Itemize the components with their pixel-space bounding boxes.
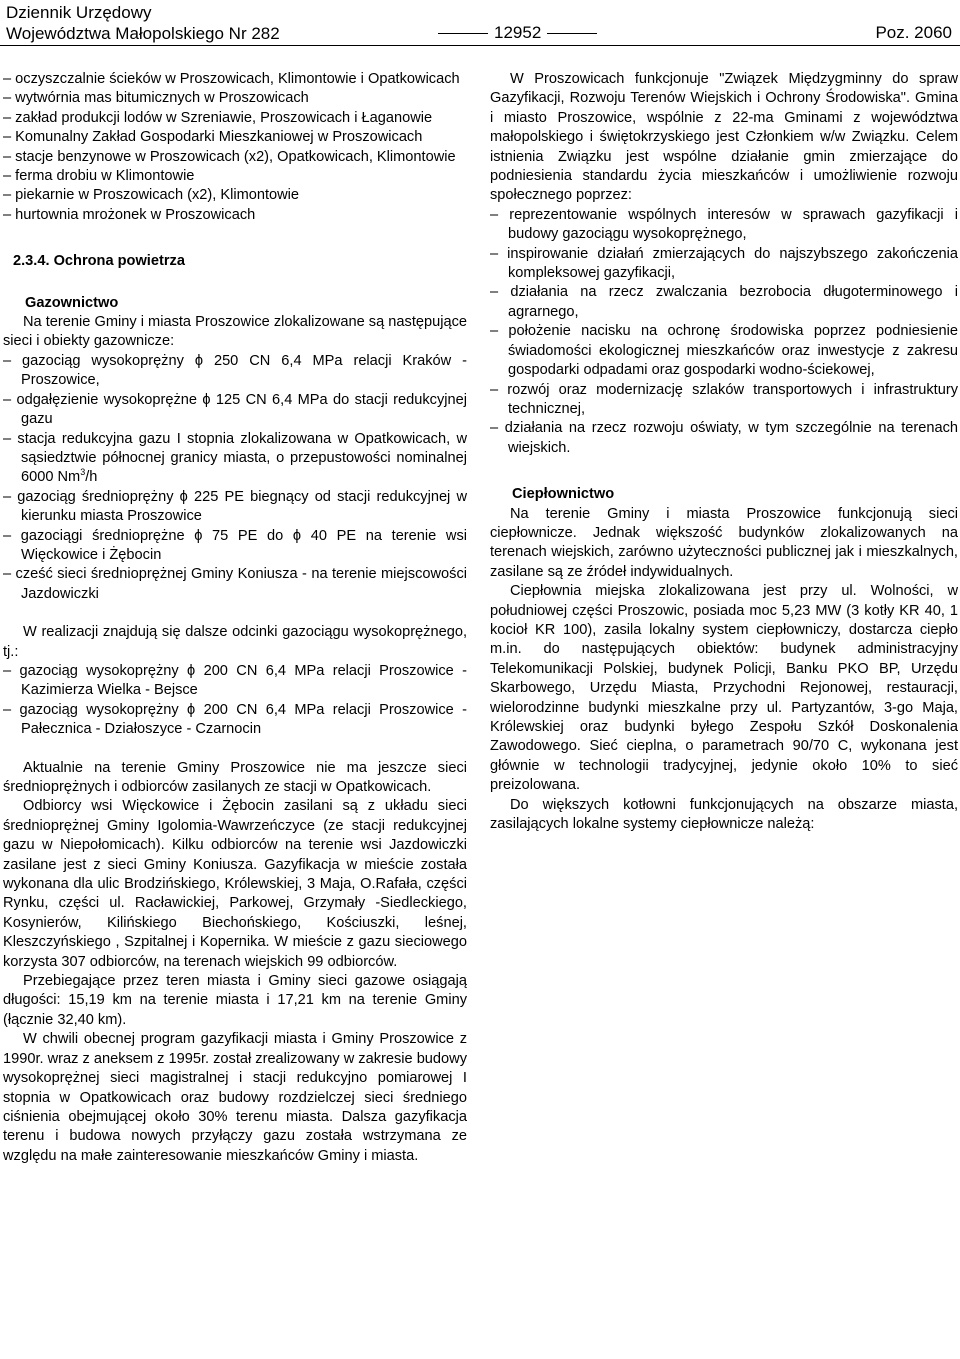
- realization-list: [3, 662, 467, 740]
- page-number-block: [432, 22, 603, 43]
- page-number-rule-left: [438, 33, 488, 34]
- list-item: – położenie nacisku na ochronę środowiska poprzez podniesienie świadomości ekologicznej mieszkańców oraz inwestycje z zakresu gospodarki odpadami oraz gospodarki wodno-ściekowej,: [490, 323, 958, 379]
- list-item: – Komunalny Zakład Gospodarki Mieszkaniowej w Proszowicach: [3, 129, 423, 146]
- position-number: Poz. 2060: [875, 23, 952, 42]
- list-item: – gazociąg wysokoprężny ϕ 200 CN 6,4 MPa relacji Proszowice - Pałecznica - Działoszyce - Czarnocin: [3, 701, 467, 738]
- list-item: – gazociąg średnioprężny ϕ 225 PE biegnący od stacji redukcyjnej w kierunku miasta Proszowice: [3, 488, 467, 525]
- association-goals-list: [490, 206, 958, 458]
- list-item: – wytwórnia mas bitumicznych w Proszowicach: [3, 90, 309, 107]
- header-divider: [0, 45, 960, 46]
- list-item: – stacje benzynowe w Proszowicach (x2), Opatkowicach, Klimontowie: [3, 148, 456, 165]
- left-column: [3, 70, 467, 1166]
- list-item: – działania na rzecz rozwoju oświaty, w tym szczególnie na terenach wiejskich.: [490, 420, 958, 456]
- paragraph: Odbiorcy wsi Więckowice i Żębocin zasilani są z układu sieci średnioprężnej Gminy Igolomia-Wawrzeńczyce (ze stacji redukcyjnej gazu w Niepołomicach). Kilku odbiorców na terenie wsi Jazdowiczki zasilane jest z sieci Gminy Koniusza. Gazyfikacja w mieście została wykonana dla ulic Brodzińskiego, Królewskiej, 3 Maja, O.Rafała, części Rynku, części ul. Racławickiej, Parkowej, Grzymały -Siedleckiego, Kosynierów, Kilińskiego Biechońskiego, Kościuszki, leśnej, Kleszczyńskiego , Szpitalnej i Kopernika. W mieście z gazu sieciowego korzysta 307 odbiorców, na terenach wiejskich 99 odbiorców.: [3, 798, 467, 970]
- list-item: [3, 430, 467, 488]
- association-intro: W Proszowicach funkcjonuje "Związek Międzygminny do spraw Gazyfikacji, Rozwoju Terenów Wiejskich i Ochrony Środowiska". Gmina i miasto Proszowice, wspólnie z 22-ma Gminami z województwa małopolskiego i świętokrzyskiego jest Członkiem w/w Związku. Celem istnienia Związku jest wspólne działanie gmin zmierzające do podniesienia standardu życia mieszkańców i umożliwienie rozwoju społecznego poprzez:: [490, 71, 958, 204]
- paragraph: Ciepłownia miejska zlokalizowana jest przy ul. Wolności, w południowej części Proszowic, posiada moc 5,23 MW (3 kotły KR 40, 1 kocioł KR 100), zasila lokalny system ciepłowniczy, dostarcza ciepło m.in. do następujących obiektów: budynek administracyjny Telekomunikacji Polskiej, budynek Policji, Banku PKO BP, Urzędu Skarbowego, Urzędu Miasta, Przychodni Rejonowej, restauracji, wielorodzinne budynki mieszkalne przy ul. Partyzantów, 3-go Maja, Królewskiej oraz budynki byłego Zespołu Szkół Doskonalenia Zawodowego. Sieć cieplna, o parametrach 90/70 C, wykonana jest głównie w technologii tradycyjnej, jedynie około 10% to sieć preizolowana.: [490, 583, 958, 794]
- journal-volume: Województwa Małopolskiego Nr 282: [6, 24, 280, 43]
- list-item: – oczyszczalnie ścieków w Proszowicach, Klimontowie i Opatkowicach: [3, 71, 460, 87]
- gas-network-list: [3, 352, 467, 604]
- list-item: – cześć sieci średnioprężnej Gminy Koniusza - na terenie miejscowości Jazdowiczki: [3, 566, 467, 602]
- heating-heading: Ciepłownictwo: [512, 486, 615, 503]
- paragraph: W chwili obecnej program gazyfikacji miasta i Gminy Proszowice z 1990r. wraz z aneksem z 1995r. został zrealizowany w zakresie budowy wysokoprężnej sieci magistralnej i stacji redukcyjno pomiarowej I stopnia w Opatkowicach oraz budowy rozdzielczej sieci średniego ciśnienia obejmującej około 30% terenu miasta. Dalsza gazyfikacja terenu i budowa nowych przyłączy gazu została wstrzymana ze względu na małe zainteresowanie mieszkańców Gminy i miasta.: [3, 1031, 467, 1164]
- list-item: – ferma drobiu w Klimontowie: [3, 168, 195, 185]
- gas-heading: Gazownictwo: [25, 294, 119, 311]
- station-unit-suffix: /h: [85, 469, 98, 486]
- list-item: – inspirowanie działań zmierzających do najszybszego zakończenia kompleksowej gazyfikacji,: [490, 245, 958, 282]
- list-item: – rozwój oraz modernizację szlaków transportowych i infrastruktury technicznej,: [490, 381, 958, 417]
- paragraph: Na terenie Gminy i miasta Proszowice funkcjonują sieci ciepłownicze. Jednak większość budynków zlokalizowanych na terenach wiejskich, zarówno użyteczności publicznej jak i mieszkalnych, zasilane są ze źródeł indywidualnych.: [490, 505, 958, 580]
- journal-title: Dziennik Urzędowy: [6, 3, 152, 22]
- page-number-rule-right: [547, 33, 597, 34]
- paragraph: Do większych kotłowni funkcjonujących na obszarze miasta, zasilających lokalne systemy ciepłownicze należą:: [490, 796, 958, 833]
- list-item: – odgałęzienie wysokoprężne ϕ 125 CN 6,4 MPa do stacji redukcyjnej gazu: [3, 391, 467, 428]
- paragraph: Aktualnie na terenie Gminy Proszowice nie ma jeszcze sieci średnioprężnych i odbiorców zasilanych ze stacji w Opatkowicach.: [3, 759, 467, 795]
- page-number: 12952: [494, 23, 542, 42]
- list-item: – hurtownia mrożonek w Proszowicach: [3, 206, 256, 223]
- station-unit-exponent: 3: [80, 467, 86, 478]
- list-item: – gazociągi średnioprężne ϕ 75 PE do ϕ 40 PE na terenie wsi Więckowice i Żębocin: [3, 527, 467, 563]
- gas-intro: Na terenie Gminy i miasta Proszowice zlokalizowane są następujące sieci i obiekty gazownicze:: [3, 314, 467, 350]
- facility-list: [3, 70, 467, 225]
- realization-intro: W realizacji znajdują się dalsze odcinki gazociągu wysokoprężnego, tj.:: [3, 624, 467, 660]
- right-column: [490, 70, 958, 834]
- list-item: – gazociąg wysokoprężny ϕ 250 CN 6,4 MPa relacji Kraków - Proszowice,: [3, 352, 467, 389]
- list-item: – zakład produkcji lodów w Szreniawie, Proszowicach i Łaganowie: [3, 109, 433, 126]
- section-title: 2.3.4. Ochrona powietrza: [13, 253, 185, 270]
- list-item: – działania na rzecz zwalczania bezrobocia długoterminowego i agrarnego,: [490, 284, 958, 320]
- page-header: [0, 0, 960, 46]
- station-text: – stacja redukcyjna gazu I stopnia zlokalizowana w Opatkowicach, w sąsiedztwie północnej granicy miasta, o przepustowości nominalnej 6000 Nm: [3, 430, 467, 486]
- list-item: – reprezentowanie wspólnych interesów w sprawach gazyfikacji i budowy gazociągu wysokoprężnego,: [490, 206, 958, 243]
- paragraph: Przebiegające przez teren miasta i Gminy sieci gazowe osiągają długości: 15,19 km na terenie miasta i 17,21 km na terenie Gminy (łącznie 32,40 km).: [3, 973, 467, 1028]
- list-item: – gazociąg wysokoprężny ϕ 200 CN 6,4 MPa relacji Proszowice - Kazimierza Wielka - Bejsce: [3, 662, 467, 699]
- list-item: – piekarnie w Proszowicach (x2), Klimontowie: [3, 187, 300, 204]
- journal-info: [6, 2, 280, 44]
